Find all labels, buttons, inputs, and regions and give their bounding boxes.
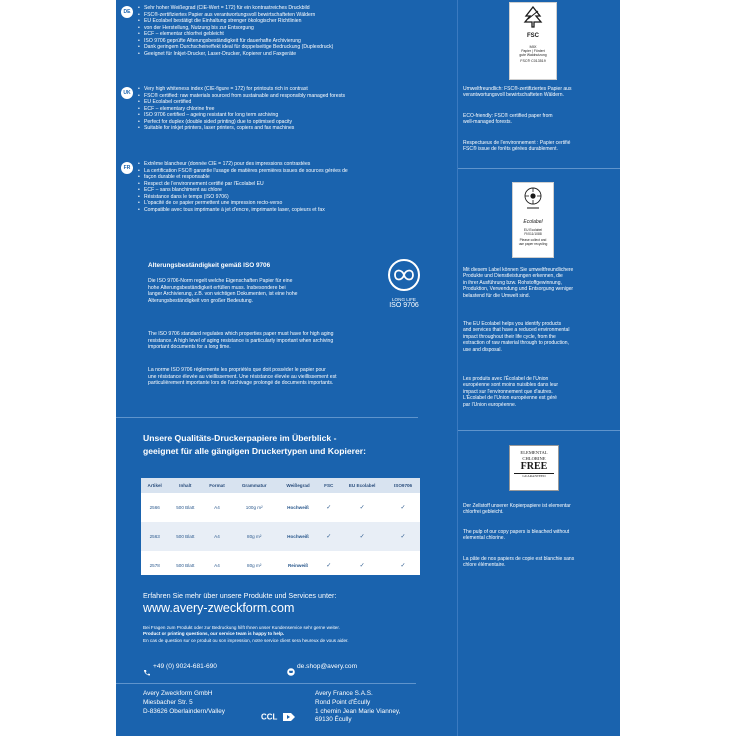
- checkmark-icon: ✓: [359, 563, 365, 569]
- product-info-sheet: [116, 0, 620, 736]
- ccl-logo-text: CCL: [261, 712, 278, 722]
- iso-paragraph-en: [148, 331, 333, 351]
- list-item: • Extrême blancheur (donnée CIE = 172) pour des impressions contrastées: [138, 161, 348, 168]
- column-header: Format: [202, 478, 232, 493]
- phone-number[interactable]: +49 (0) 9024-681-690: [153, 663, 217, 670]
- checkmark-icon: ✓: [400, 563, 406, 569]
- support-notes: [143, 625, 349, 644]
- text-line: extraction of raw material through to production,: [463, 340, 569, 347]
- text-line: Alterungsbeständigkeit von großer Bedeutung.: [148, 298, 254, 305]
- text-line: Product or printing questions, our service team is happy to help.: [143, 631, 285, 637]
- iso-badge-line2: ISO 9706: [389, 302, 419, 309]
- fsc-text-fr: [463, 140, 613, 153]
- column-header: Inhalt: [168, 478, 202, 493]
- text-line: par l'Union européenne.: [463, 401, 517, 408]
- table-row: [141, 522, 420, 551]
- table-cell: 2566: [149, 505, 160, 510]
- fsc-text-de: [463, 86, 613, 99]
- list-item: • Compatible avec tous imprimante à jet d'encre, imprimante laser, copieurs et fax: [138, 207, 348, 214]
- shop-email[interactable]: de.shop@avery.com: [297, 663, 358, 670]
- table-cell: A4: [202, 522, 232, 551]
- ecolabel-text-de: [463, 267, 613, 299]
- ecf-line4: GUARANTEED: [514, 473, 554, 478]
- ecf-text-fr: [463, 556, 613, 569]
- text-line: resistance. A high level of aging resistance is particularly important when archiving: [148, 337, 334, 344]
- column-header: Artikel: [141, 478, 168, 493]
- checkmark-icon: ✓: [326, 563, 332, 569]
- table-cell: Hochweiß: [277, 522, 320, 551]
- iso-heading: Alterungsbeständigkeit gemäß ISO 9706: [148, 262, 271, 269]
- fsc-code: FSC® C013519: [520, 59, 546, 64]
- fsc-tree-icon: [523, 6, 543, 28]
- fsc-text-en: [463, 113, 613, 126]
- ecolabel-line3: Please collect and: [519, 238, 547, 243]
- fr-flag-icon: FR: [121, 162, 133, 174]
- de-feature-list: [138, 5, 333, 57]
- ecolabel-text-en: [463, 321, 613, 353]
- text-line: Der Zellstoff unserer Kopierpapiere ist elementar: [463, 503, 571, 509]
- divider: [458, 168, 620, 169]
- text-line: Miesbacher Str. 5: [143, 698, 193, 706]
- list-item: • façon durable et responsable: [138, 174, 348, 181]
- address-france: [315, 690, 400, 725]
- table-cell: 500 Blatt: [168, 522, 202, 551]
- text-line: important documents for a long time.: [148, 344, 231, 351]
- overview-title-line2: geeignet für alle gängigen Druckertypen und Kopierer:: [143, 446, 366, 456]
- list-item: • FSC®-zertifiziertes Papier aus verantwortungsvoll bewirtschafteten Wäldern: [138, 12, 333, 19]
- text-line: Rond Point d'Écully: [315, 698, 371, 706]
- text-line: Respectueux de l'environnement : Papier certifié: [463, 140, 571, 146]
- list-item: • Sehr hoher Weißegrad (CIE-Wert = 172) für ein kontrastreiches Druckbild: [138, 5, 333, 12]
- divider: [116, 417, 418, 418]
- text-line: L'Écolabel de l'Union européenne est géré: [463, 395, 557, 402]
- divider: [116, 683, 416, 684]
- text-line: 1 chemin Jean Marie Vianney,: [315, 707, 401, 715]
- column-header: FSC: [319, 478, 338, 493]
- ccl-mark-icon: [282, 712, 296, 722]
- text-line: belastend für die Umwelt sind.: [463, 292, 530, 299]
- text-line: La norme ISO 9706 réglemente les propriétés que doit posséder le papier pour: [148, 367, 326, 373]
- ccl-logo: [261, 708, 296, 722]
- table-cell: 2578: [149, 563, 160, 568]
- text-line: La pâte de nos papiers de copie est blanchie sans: [463, 556, 575, 562]
- text-line: chlore élémentaire.: [463, 562, 506, 569]
- text-line: hohe Alterungsbeständigkeit erfüllen muss. Insbesondere bei: [148, 284, 286, 291]
- text-line: The EU Ecolabel helps you identify products: [463, 321, 562, 327]
- text-line: The ISO 9706 standard regulates which properties paper must have for high aging: [148, 331, 334, 337]
- text-line: Bei Fragen zum Produkt oder zur Bedruckung hilft Ihnen unser Kundenservice sehr gerne weiter.: [143, 625, 340, 630]
- text-line: Les produits avec l'Écolabel de l'Union: [463, 376, 549, 382]
- column-header: ISO9706: [386, 478, 420, 493]
- text-line: Umweltfreundlich: FSC®-zertifiziertes Papier aus: [463, 86, 572, 92]
- ecolabel-flower-icon: [522, 186, 544, 214]
- iso-paragraph-fr: [148, 367, 337, 387]
- list-item: • ISO 9706 geprüfte Alterungsbeständigkeit für dauerhafte Archivierung: [138, 38, 333, 45]
- column-header: EU Ecolabel: [338, 478, 386, 493]
- text-line: particulièrement importante lors de l'archivage prolongé de documents importants.: [148, 380, 334, 387]
- fsc-line3: gute Waldnutzung: [519, 53, 547, 58]
- list-item: • Very high whiteness index (CIE-figure = 172) for printouts rich in contrast: [138, 86, 345, 93]
- text-line: The pulp of our copy papers is bleached without: [463, 529, 570, 535]
- list-item: • EU Ecolabel certified: [138, 99, 345, 106]
- address-germany: [143, 690, 225, 716]
- checkmark-icon: ✓: [400, 505, 406, 511]
- fsc-badge: [509, 2, 557, 80]
- text-line: une résistance élevée au vieillissement. Une résistance élevée au vieillissement est: [148, 373, 337, 380]
- list-item: • Dank geringem Durchscheineffekt ideal für doppelseitige Bedruckung (Duplexdruck): [138, 44, 333, 51]
- list-item: • von der Herstellung, Nutzung bis zur Entsorgung: [138, 25, 333, 32]
- column-header: Weißegrad: [277, 478, 320, 493]
- iso-badge-line1: LONG LIFE: [392, 297, 416, 302]
- checkmark-icon: ✓: [359, 505, 365, 511]
- overview-title-line1: Unsere Qualitäts-Druckerpapiere im Überblick -: [143, 433, 337, 443]
- de-flag-icon: DE: [121, 6, 133, 18]
- table-cell: Hochweiß: [287, 505, 309, 510]
- list-item: • ECF – sans blanchiment au chlore: [138, 187, 348, 194]
- cart-icon: [287, 663, 295, 671]
- text-line: impact throughout their life cycle, from the: [463, 333, 556, 340]
- list-item: • Résistance dans le temps (ISO 9706): [138, 194, 348, 201]
- text-line: FSC® issue de forêts gérées durablement.: [463, 146, 558, 153]
- table-cell: A4: [214, 505, 220, 510]
- table-row: [141, 551, 420, 580]
- list-item: • Perfect for duplex (double sided printing) due to optimised opacity: [138, 119, 345, 126]
- list-item: • ECF – elementar chlorfrei gebleicht: [138, 31, 333, 38]
- table-cell: 500 Blatt: [176, 505, 195, 510]
- table-cell: 80g m²: [247, 563, 262, 568]
- list-item: • L'opacité de ce papier permettent une impression recto-verso: [138, 200, 348, 207]
- text-line: use and disposal.: [463, 346, 502, 353]
- column-header: Grammatur: [232, 478, 277, 493]
- text-line: langer Archivierung, z.B. von wichtigen Dokumenten, ist eine hohe: [148, 291, 298, 298]
- uk-feature-list: [138, 86, 345, 132]
- fsc-brand: FSC: [527, 33, 539, 39]
- table-cell: 100g m²: [245, 505, 263, 510]
- table-cell: A4: [214, 563, 220, 568]
- list-item: • Geeignet für Inkjet-Drucker, Laser-Drucker, Kopierer und Faxgeräte: [138, 51, 333, 58]
- info-line: Erfahren Sie mehr über unsere Produkte und Services unter:: [143, 591, 337, 600]
- website-link[interactable]: www.avery-zweckform.com: [143, 601, 295, 615]
- ecolabel-text-fr: [463, 376, 613, 408]
- text-line: ECO-friendly: FSC® certified paper from: [463, 113, 553, 119]
- ecolabel-name: Ecolabel: [523, 219, 543, 225]
- text-line: Avery France S.A.S.: [315, 690, 373, 697]
- text-line: 69130 Écully: [315, 716, 352, 724]
- text-line: Avery Zweckform GmbH: [143, 690, 213, 697]
- list-item: • Respect de l'environnement certifié par l'Ecolabel EU: [138, 181, 348, 188]
- ecf-line1: ELEMENTAL: [520, 450, 548, 455]
- table-cell: 2563: [141, 522, 168, 551]
- iso-paragraph-de: [148, 278, 298, 305]
- ecf-text-en: [463, 529, 613, 542]
- table-header-row: [141, 478, 420, 493]
- uk-flag-icon: UK: [121, 87, 133, 99]
- divider: [458, 430, 620, 431]
- ecolabel-line1: EU Ecolabel: [523, 228, 543, 232]
- text-line: verantwortungsvoll bewirtschafteten Wäldern.: [463, 92, 564, 99]
- checkmark-icon: ✓: [326, 505, 332, 511]
- iso-9706-badge: [384, 258, 424, 308]
- text-line: and services that have a reduced environmental: [463, 327, 570, 334]
- ecolabel-line2: FI/011/1088: [524, 232, 542, 237]
- infinity-icon: [384, 258, 424, 292]
- list-item: • EU Ecolabel bestätigt die Einhaltung strenger ökologischer Richtlinien: [138, 18, 333, 25]
- fsc-mix: MIX: [529, 44, 537, 49]
- text-line: Mit diesem Label können Sie umweltfreundlichere: [463, 267, 574, 273]
- product-table: [141, 478, 420, 575]
- table-cell: Reinweiß: [287, 563, 309, 568]
- text-line: Produkte und Dienstleistungen erkennen, die: [463, 273, 563, 280]
- checkmark-icon: ✓: [319, 522, 338, 551]
- list-item: • ECF – elementary chlorine free: [138, 106, 345, 113]
- text-line: Die ISO 9706-Norm regelt welche Eigenschaften Papier für eine: [148, 278, 293, 284]
- checkmark-icon: ✓: [386, 522, 420, 551]
- text-line: impact sur l'environnement que d'autres.: [463, 388, 553, 395]
- text-line: chlorfrei gebleicht.: [463, 509, 504, 516]
- ecolabel-line4: use paper recycling: [518, 242, 548, 247]
- list-item: • FSC® certified: raw materials sourced from sustainable and responsibly managed forests: [138, 93, 345, 100]
- text-line: in ihrer Ausführung bzw. Rohstoffgewinnung,: [463, 279, 562, 286]
- phone-icon: [143, 663, 151, 670]
- ecf-line2: CHLORINE: [522, 455, 546, 461]
- fr-feature-list: [138, 161, 348, 213]
- text-line: Produktion, Verwendung und Entsorgung weniger: [463, 286, 574, 293]
- text-line: européenne sont moins nuisibles dans leur: [463, 382, 559, 389]
- ecf-badge: [509, 445, 559, 491]
- text-line: elemental chlorine.: [463, 535, 505, 542]
- list-item: • La certification FSC® garantie l'usage de matières premières issues de sources gérées de: [138, 168, 348, 175]
- fsc-line2: Papier | Fördert: [521, 49, 545, 53]
- checkmark-icon: ✓: [338, 522, 386, 551]
- list-item: • Suitable for inkjet printers, laser printers, copiers and fax machines: [138, 125, 345, 132]
- table-row: [141, 493, 420, 522]
- eu-ecolabel-badge: [512, 182, 554, 258]
- ecf-text-de: [463, 503, 613, 516]
- text-line: En cas de question sur ce produit ou son impression, notre service client sera heureux de vous aider.: [143, 637, 349, 643]
- text-line: D-83626 Oberlaindern/Valley: [143, 707, 225, 715]
- column-divider: [457, 0, 458, 736]
- table-cell: 500 Blatt: [176, 563, 195, 568]
- table-cell: 80g m²: [232, 522, 277, 551]
- text-line: well-managed forests.: [463, 119, 512, 126]
- list-item: • ISO 9706 certified – ageing resistant for long term archiving: [138, 112, 345, 119]
- ecf-line3: FREE: [520, 461, 548, 473]
